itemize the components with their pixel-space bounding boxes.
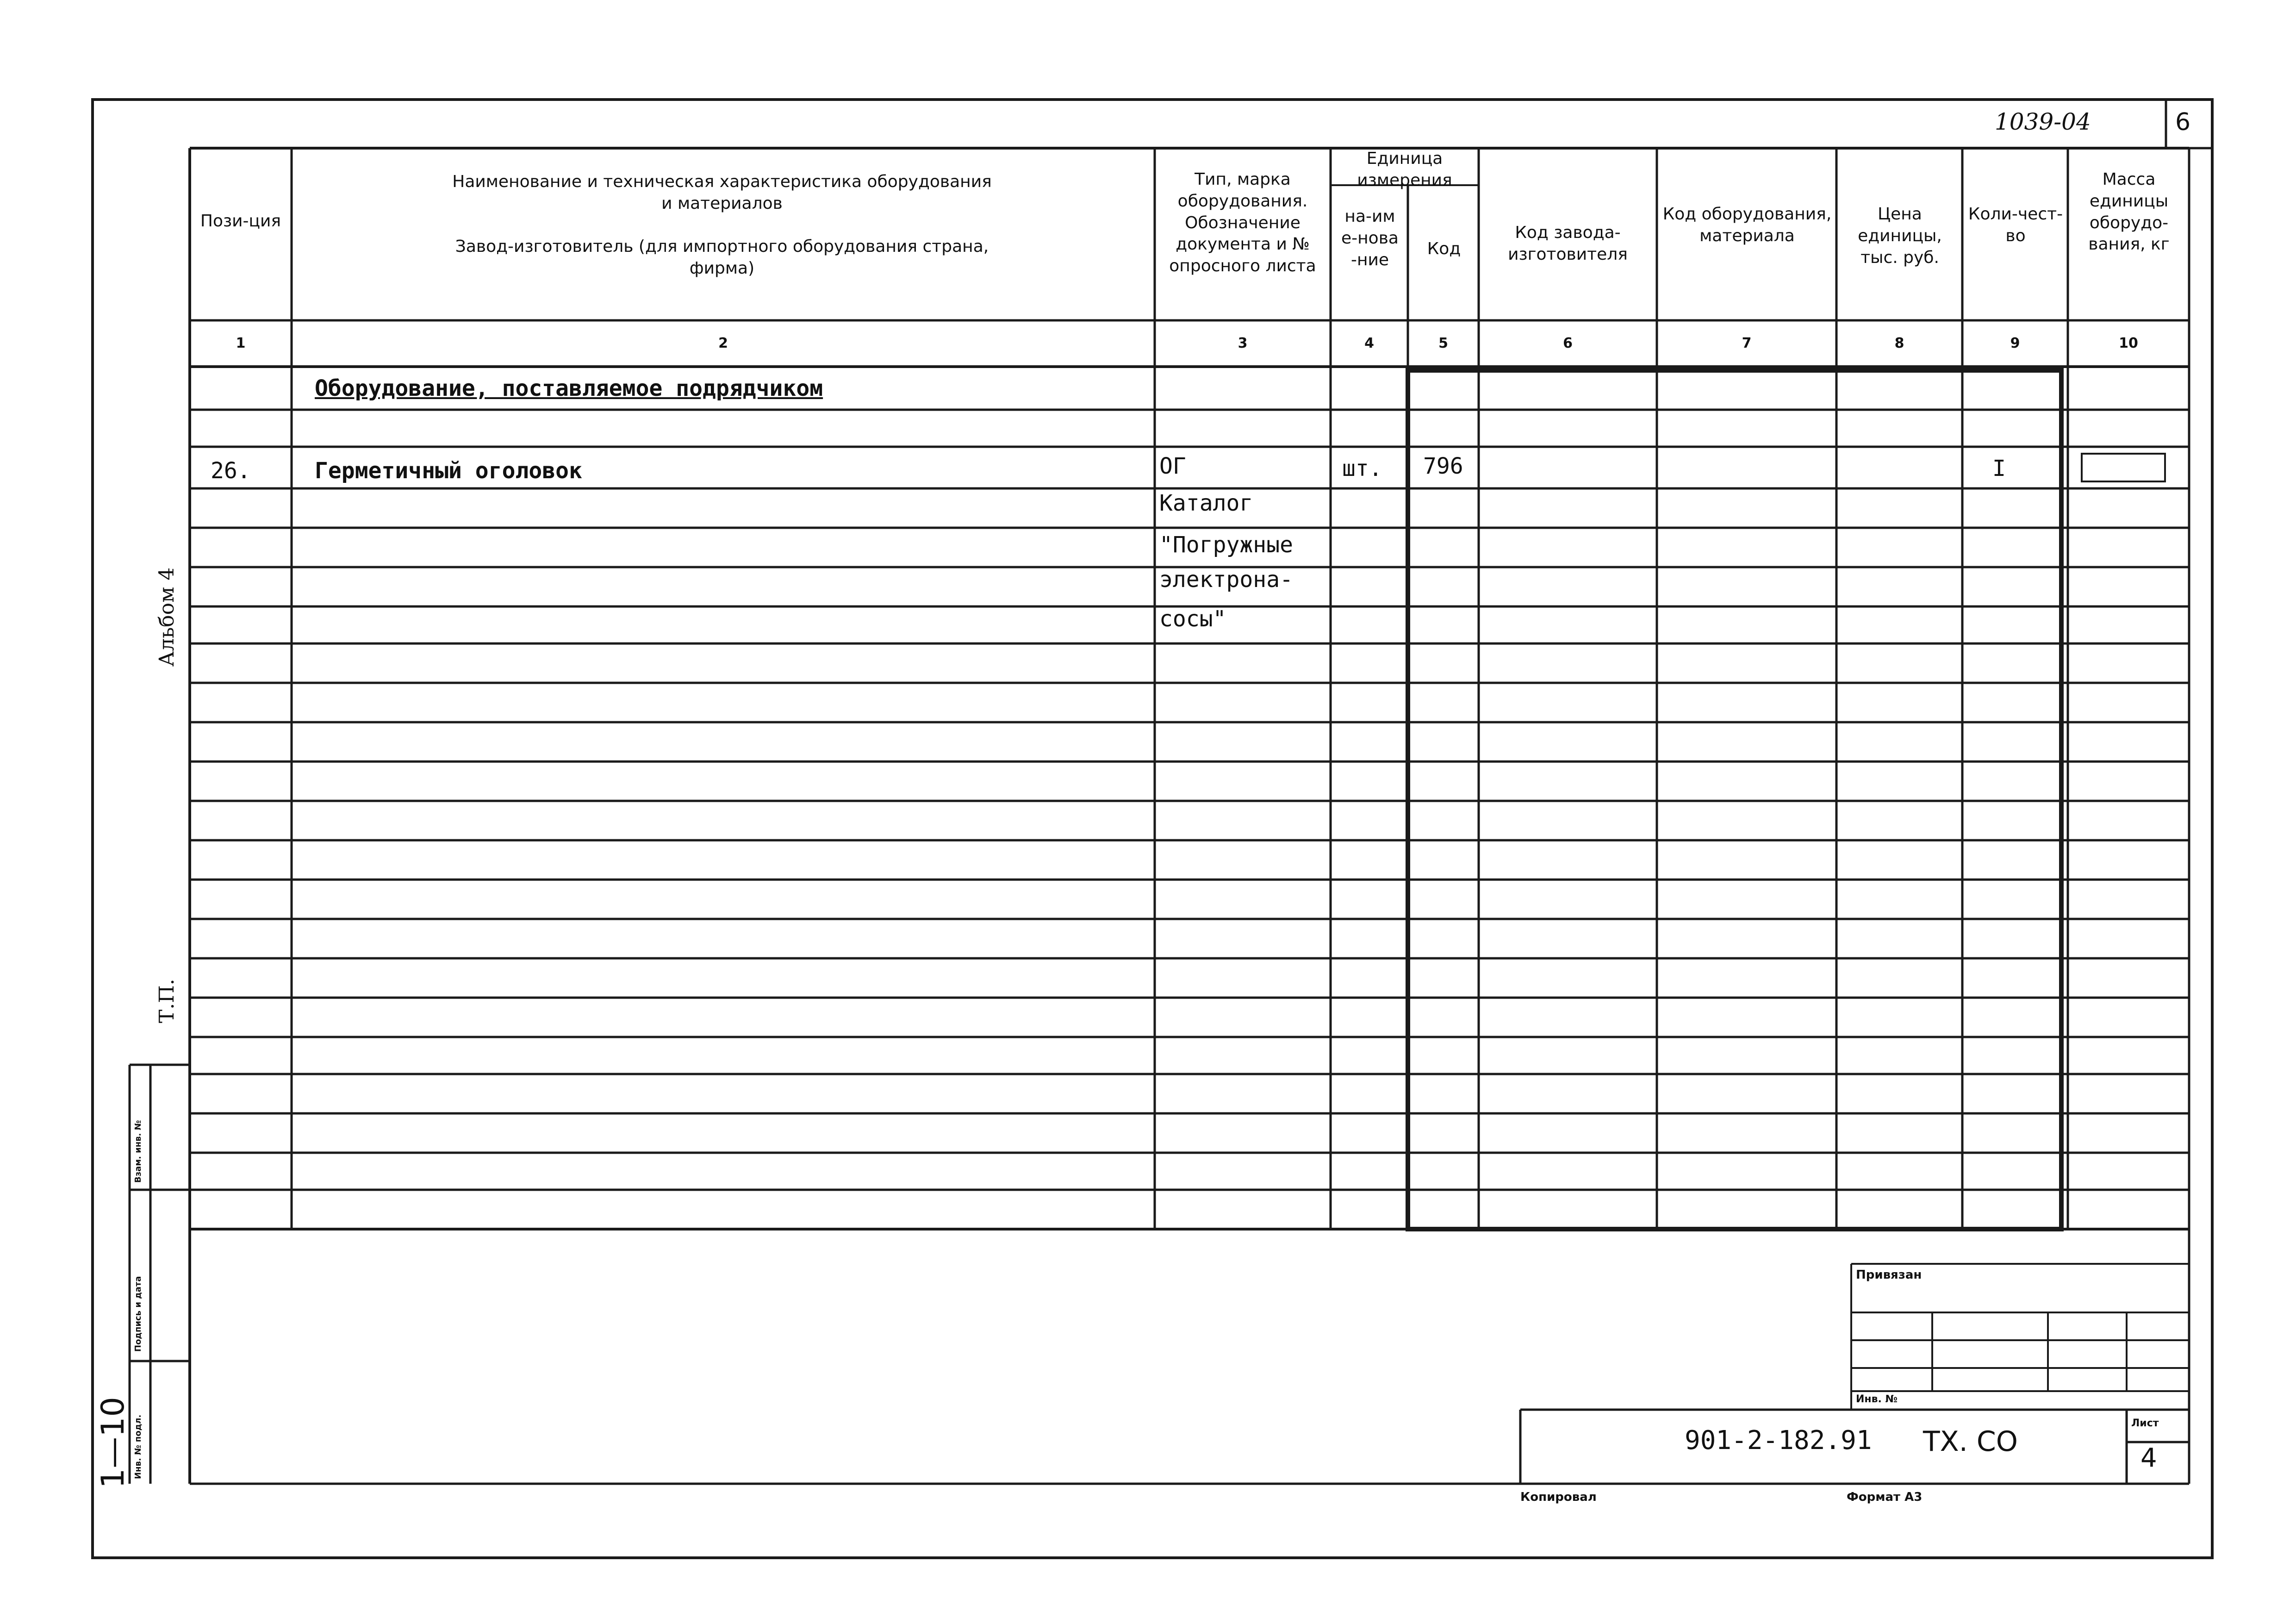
header-position: Пози-ция [200, 212, 281, 231]
header-mass: Масса единицы оборудо-вания, кг [2088, 170, 2170, 254]
designation: 901-2-182.91 [1685, 1425, 1872, 1455]
inv-label: Инв. № [1856, 1393, 1898, 1405]
column-number: 5 [1438, 335, 1448, 351]
row-type: ОГ [1159, 453, 1186, 479]
stamp-signature-date: Подпись и дата [133, 1276, 143, 1352]
header-unit-code: Код [1427, 239, 1461, 258]
doc-code: ТХ. СО [1923, 1425, 2018, 1458]
header-factory-code: Код завода-изготовителя [1508, 223, 1628, 264]
row-position: 26. [211, 458, 251, 484]
row-type-line: электрона- [1159, 567, 1293, 593]
header-price: Цена единицы, тыс. руб. [1858, 205, 1942, 267]
row-unit-code: 796 [1423, 453, 1463, 479]
row-unit: шт. [1342, 456, 1382, 481]
column-number: 10 [2119, 335, 2138, 351]
bound-label: Привязан [1856, 1268, 1922, 1282]
column-number: 3 [1238, 335, 1248, 351]
row-quantity: I [1992, 456, 2006, 481]
stamp-replace-inv: Взам. инв. № [133, 1120, 143, 1183]
format-label: Формат A3 [1847, 1490, 1923, 1504]
sheet-number: 6 [2175, 108, 2191, 136]
column-number: 2 [718, 335, 728, 351]
header-quantity: Коли-чест-во [1968, 205, 2063, 245]
tp-label: Т.П. [155, 979, 179, 1023]
row-type-line: Каталог [1159, 490, 1253, 516]
album-label: Альбом 4 [155, 567, 179, 667]
column-number: 8 [1894, 335, 1904, 351]
row-name: Герметичный оголовок [315, 458, 582, 484]
header-equipment-code: Код оборудования, материала [1662, 205, 1832, 245]
sheet-value: 4 [2140, 1443, 2157, 1473]
handwritten-code: 1039-04 [1995, 108, 2091, 135]
section-title: Оборудование, поставляемое подрядчиком [315, 375, 823, 401]
column-number: 9 [2010, 335, 2020, 351]
header-unit: Единица измерения [1357, 149, 1452, 190]
column-number: 4 [1364, 335, 1374, 351]
series-label: 1—10 [95, 1397, 131, 1488]
column-number: 1 [236, 335, 246, 351]
row-type-line: "Погружные [1159, 532, 1293, 558]
copied-label: Копировал [1520, 1490, 1597, 1504]
header-manufacturer: Завод-изготовитель (для импортного оборудования страна, фирма) [455, 237, 989, 278]
column-number: 7 [1742, 335, 1752, 351]
header-name: Наименование и техническая характеристика оборудования и материалов [452, 172, 992, 213]
sheet-label: Лист [2131, 1418, 2159, 1429]
header-type: Тип, марка оборудования. Обозначение документа и № опросного листа [1169, 170, 1316, 276]
stamp-inv-original: Инв. № подл. [133, 1414, 143, 1479]
row-type-line: сосы" [1159, 606, 1226, 632]
column-number: 6 [1563, 335, 1573, 351]
header-unit-name: на-име-нова-ние [1341, 207, 1399, 269]
